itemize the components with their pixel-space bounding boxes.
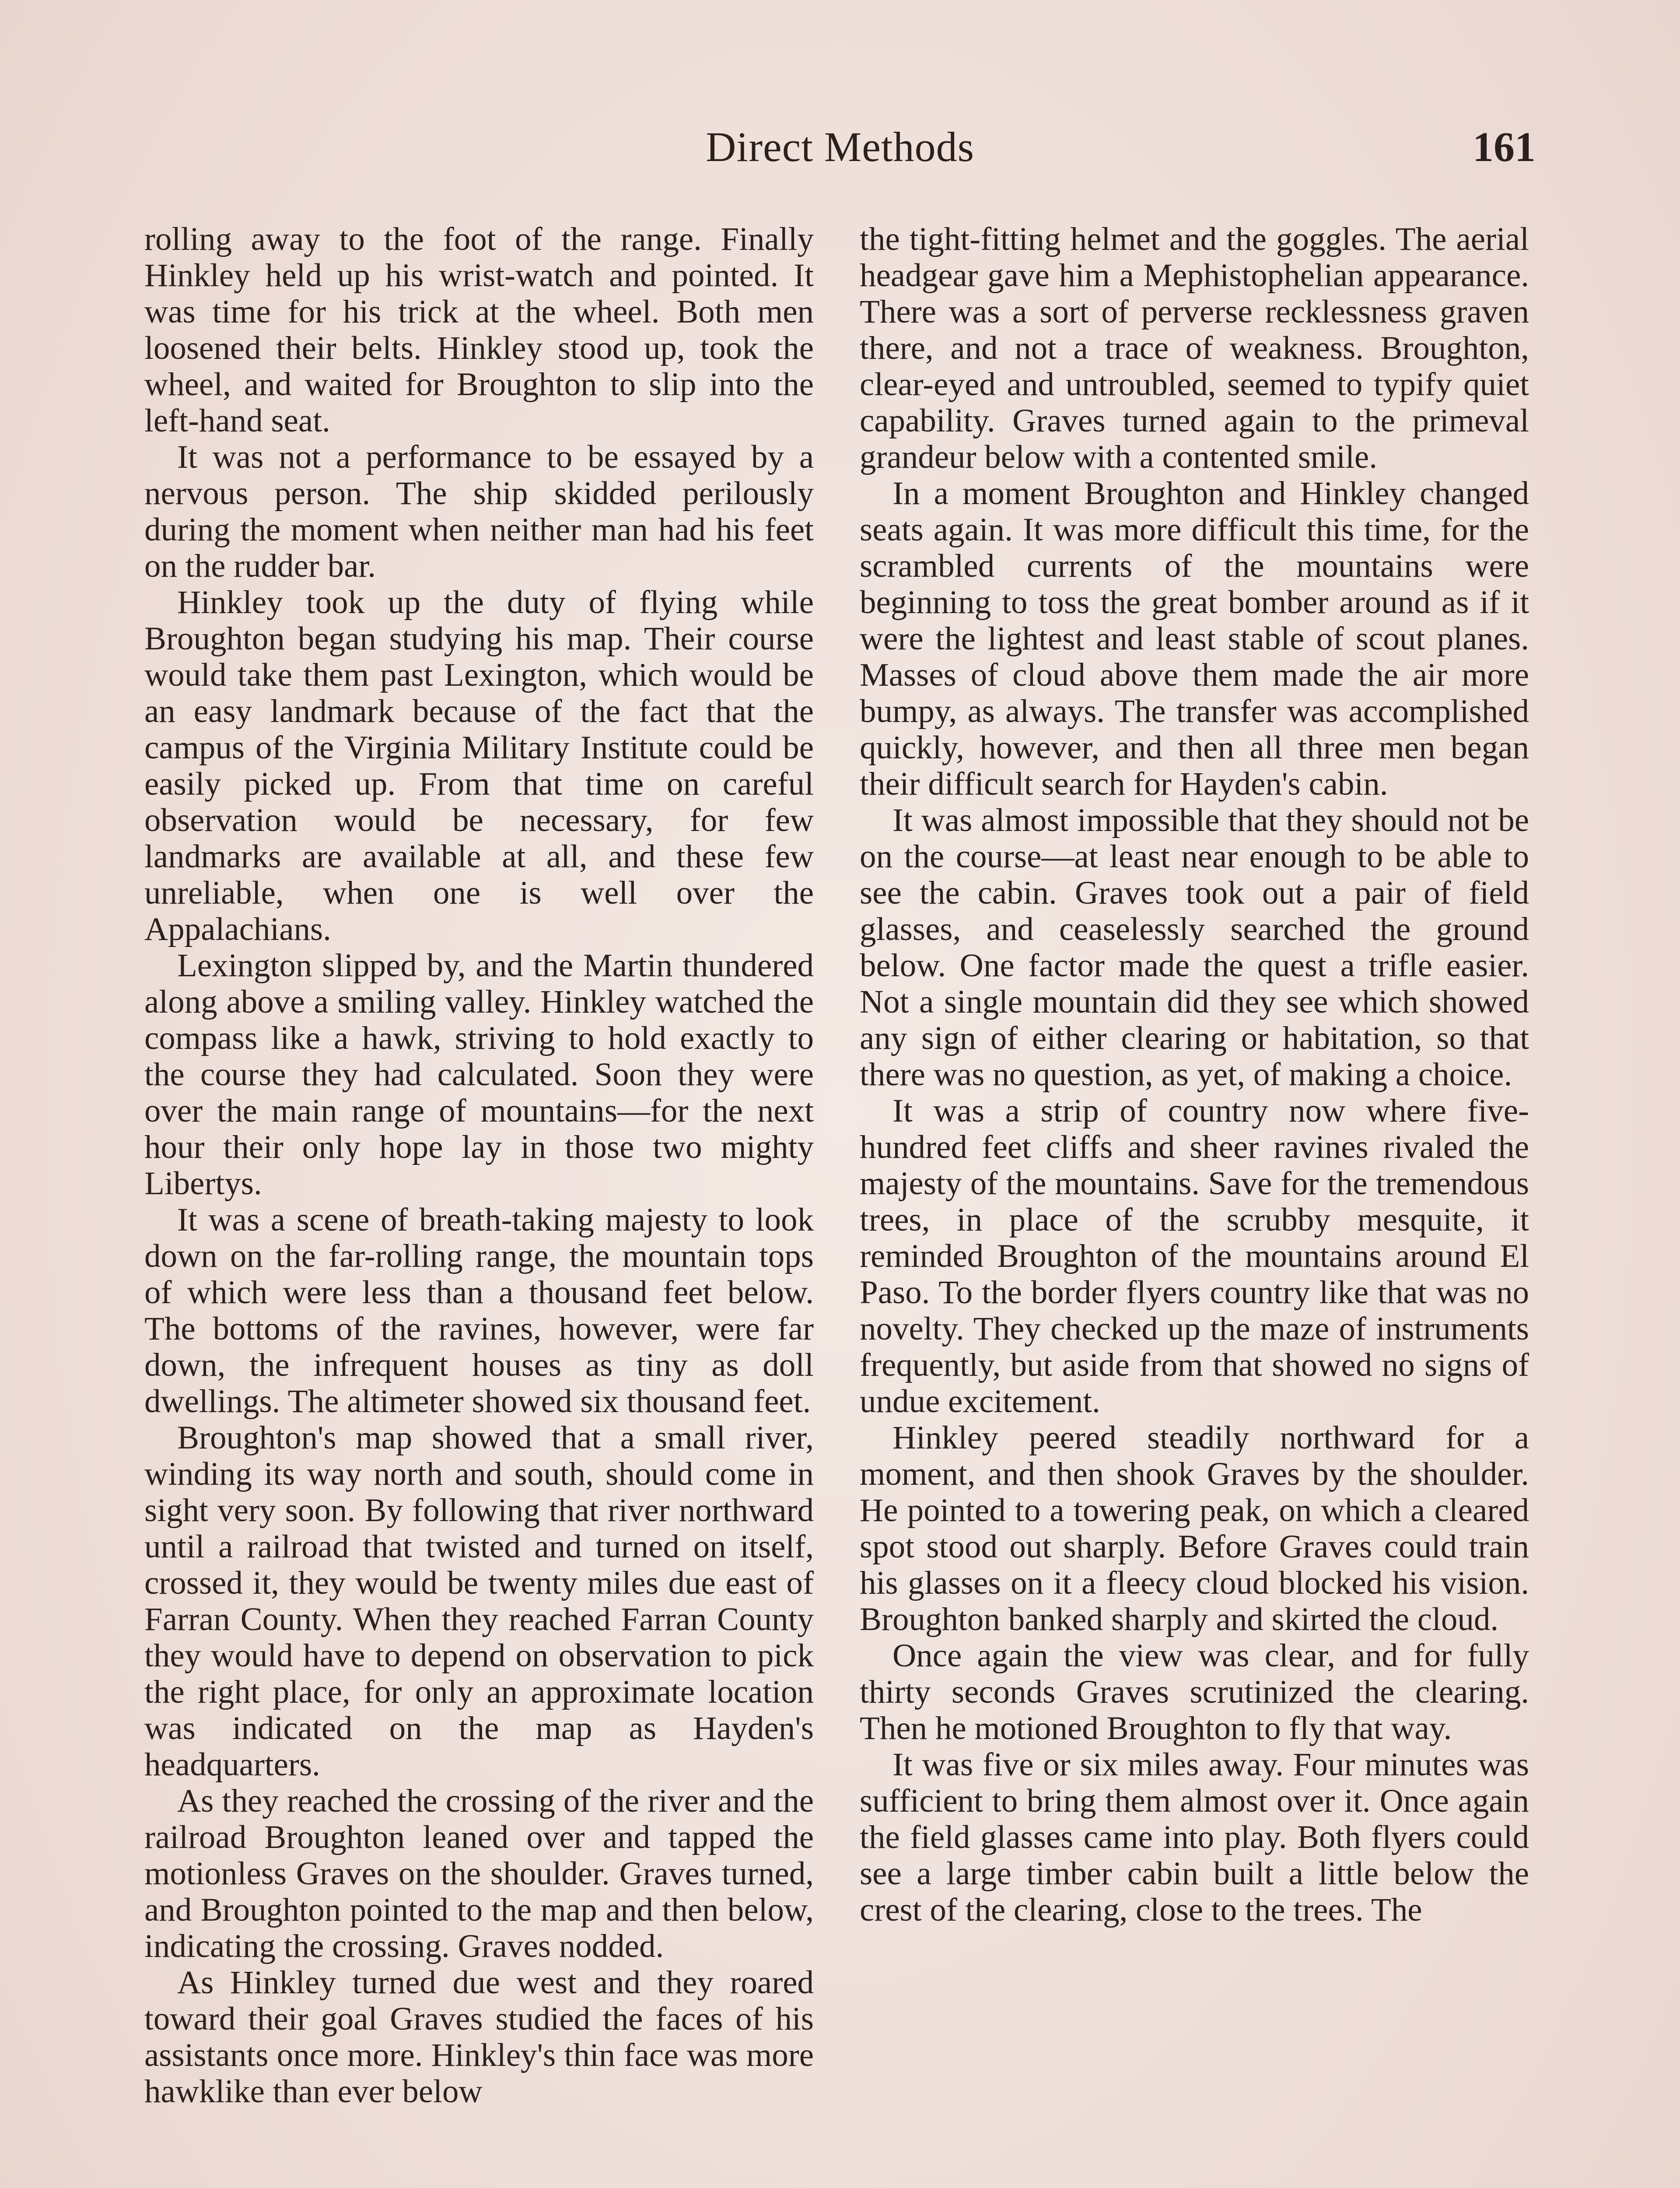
paragraph: rolling away to the foot of the range. Finally Hinkley held up his wrist-watch and pointed. It was time for his trick at the wheel. Both men loosened their belts. Hinkley stood up, took the wheel, and waited for Broughton to slip into the left-hand seat. — [144, 221, 814, 439]
paragraph: In a moment Broughton and Hinkley changed seats again. It was more difficult this time, for the scrambled currents of the mountains were beginning to toss the great bomber around as if it were the lightest and least stable of scout planes. Masses of cloud above them made the air more bumpy, as always. The transfer was accomplished quickly, however, and then all three men began their difficult search for Hayden's cabin. — [860, 475, 1529, 802]
page-header — [144, 123, 1536, 188]
page-number: 161 — [1473, 123, 1536, 170]
paragraph: It was almost impossible that they should not be on the course—at least near enough to be able to see the cabin. Graves took out a pair of field glasses, and ceaselessly searched the ground below. One factor made the quest a trifle easier. Not a single mountain did they see which showed any sign of either clearing or habitation, so that there was no question, as yet, of making a choice. — [860, 802, 1529, 1093]
paragraph: It was five or six miles away. Four minutes was sufficient to bring them almost over it. Once again the field glasses came into play. Both flyers could see a large timber cabin built a little below the crest of the clearing, close to the trees. The — [860, 1746, 1529, 1928]
paragraph: the tight-fitting helmet and the goggles. The aerial headgear gave him a Mephistophelian appearance. There was a sort of perverse recklessness graven there, and not a trace of weakness. Broughton, clear-eyed and untroubled, seemed to typify quiet capability. Graves turned again to the primeval grandeur below with a contented smile. — [860, 221, 1529, 475]
left-column — [144, 221, 814, 2110]
paragraph: It was a scene of breath-taking majesty to look down on the far-rolling range, the mountain tops of which were less than a thousand feet below. The bottoms of the ravines, however, were far down, the infrequent houses as tiny as doll dwellings. The altimeter showed six thousand feet. — [144, 1202, 814, 1420]
paragraph: As Hinkley turned due west and they roared toward their goal Graves studied the faces of his assistants once more. Hinkley's thin face was more hawklike than ever below — [144, 1964, 814, 2110]
paragraph: As they reached the crossing of the river and the railroad Broughton leaned over and tapped the motionless Graves on the shoulder. Graves turned, and Broughton pointed to the map and then below, indicating the crossing. Graves nodded. — [144, 1783, 814, 1964]
paragraph: It was a strip of country now where five-hundred feet cliffs and sheer ravines rivaled the majesty of the mountains. Save for the tremendous trees, in place of the scrubby mesquite, it reminded Broughton of the mountains around El Paso. To the border flyers country like that was no novelty. They checked up the maze of instruments frequently, but aside from that showed no signs of undue excitement. — [860, 1093, 1529, 1420]
running-title: Direct Methods — [706, 123, 974, 170]
paragraph: Once again the view was clear, and for fully thirty seconds Graves scrutinized the clearing. Then he motioned Broughton to fly that way. — [860, 1637, 1529, 1746]
right-column — [860, 221, 1529, 1928]
paragraph: Hinkley took up the duty of flying while Broughton began studying his map. Their course would take them past Lexington, which would be an easy landmark because of the fact that the campus of the Virginia Military Institute could be easily picked up. From that time on careful observation would be necessary, for few landmarks are available at all, and these few unreliable, when one is well over the Appalachians. — [144, 584, 814, 947]
paragraph: Lexington slipped by, and the Martin thundered along above a smiling valley. Hinkley watched the compass like a hawk, striving to hold exactly to the course they had calculated. Soon they were over the main range of mountains—for the next hour their only hope lay in those two mighty Libertys. — [144, 947, 814, 1202]
paragraph: It was not a performance to be essayed by a nervous person. The ship skidded perilously during the moment when neither man had his feet on the rudder bar. — [144, 439, 814, 584]
paragraph: Broughton's map showed that a small river, winding its way north and south, should come in sight very soon. By following that river northward until a railroad that twisted and turned on itself, crossed it, they would be twenty miles due east of Farran County. When they reached Farran County they would have to depend on observation to pick the right place, for only an approximate location was indicated on the map as Hayden's headquarters. — [144, 1420, 814, 1783]
paragraph: Hinkley peered steadily northward for a moment, and then shook Graves by the shoulder. He pointed to a towering peak, on which a cleared spot stood out sharply. Before Graves could train his glasses on it a fleecy cloud blocked his vision. Broughton banked sharply and skirted the cloud. — [860, 1420, 1529, 1637]
